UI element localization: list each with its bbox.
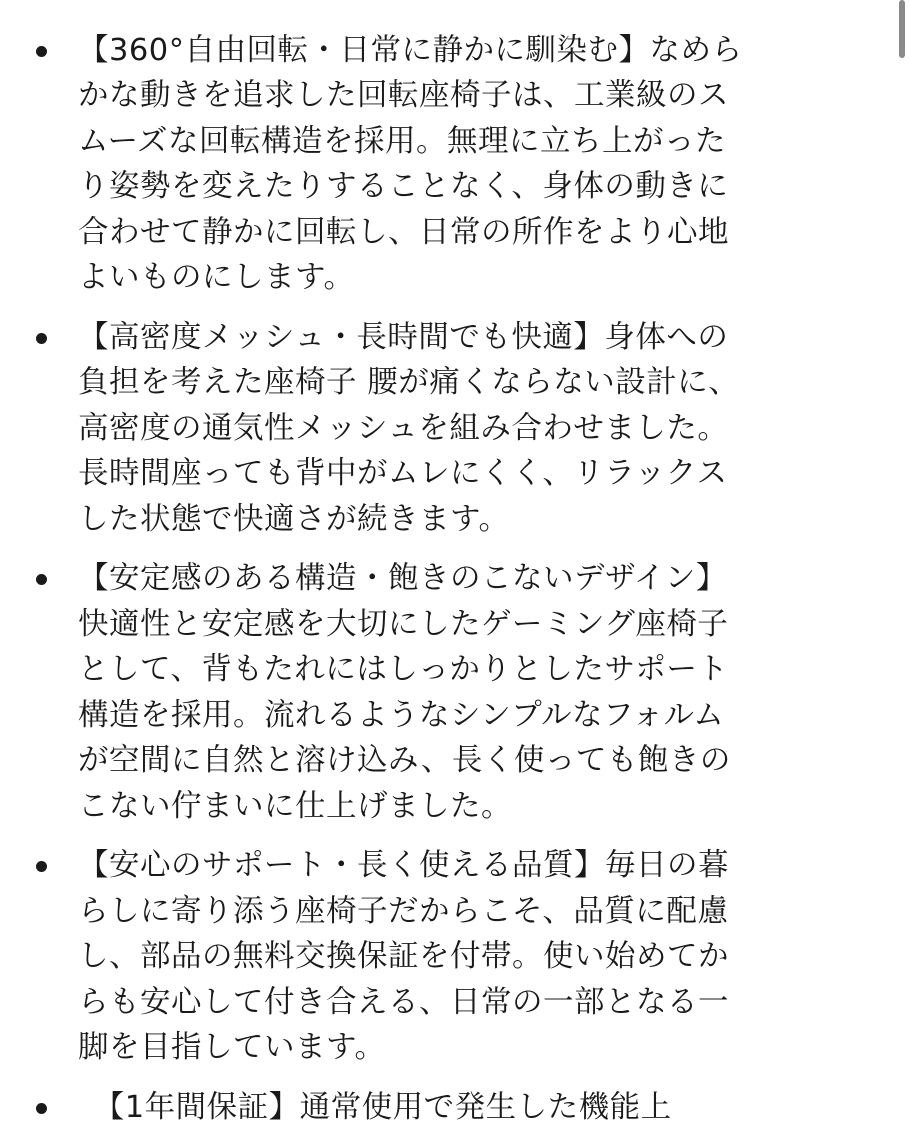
bullet-text-line: 高密度の通気性メッシュを組み合わせました。 <box>78 410 729 446</box>
feature-bullet-item <box>0 556 909 829</box>
bullet-text-line: した状態で快適さが続きます。 <box>78 501 510 537</box>
feature-bullet-item <box>0 843 909 1071</box>
scrollbar-thumb[interactable] <box>899 0 905 58</box>
bullet-text-line: 【360°自由回転・日常に静かに馴染む】なめら <box>78 32 743 68</box>
bullet-text-line: 合わせて静かに回転し、日常の所作をより心地 <box>78 214 729 250</box>
bullet-dot-icon <box>36 574 47 585</box>
bullet-text-line: 【高密度メッシュ・長時間でも快適】身体への <box>78 319 729 355</box>
bullet-text-line: し、部品の無料交換保証を付帯。使い始めてか <box>78 939 729 974</box>
bullet-dot-icon <box>36 333 47 344</box>
bullet-text-line: 快適性と安定感を大切にしたゲーミング座椅子 <box>78 606 729 642</box>
bullet-text-line: が空間に自然と溶け込み、長く使っても飽きの <box>78 743 731 778</box>
bullet-text-line: こない佇まいに仕上げました。 <box>78 788 512 824</box>
feature-bullet-item <box>0 28 909 301</box>
bullet-text-line: り姿勢を変えたりすることなく、身体の動きに <box>78 169 729 204</box>
bullet-text-line: 【1年間保証】通常使用で発生した機能上 <box>78 1089 672 1125</box>
bullet-text-line: 脚を目指しています。 <box>78 1030 386 1065</box>
scrollbar[interactable] <box>895 0 909 1080</box>
bullet-text-line: 【安心のサポート・長く使える品質】毎日の暮 <box>78 848 729 883</box>
feature-bullet-item <box>0 315 909 543</box>
bullet-dot-icon <box>36 1103 47 1114</box>
bullet-text-line: 構造を採用。流れるようなシンプルなフォルム <box>78 697 725 733</box>
bullet-text-line: 長時間座っても背中がムレにくく、リラックス <box>78 456 728 491</box>
bullet-text-line: よいものにします。 <box>78 260 355 295</box>
feature-bullet-item <box>0 1085 909 1131</box>
bullet-text-line: らも安心して付き合える、日常の一部となる一 <box>78 984 729 1020</box>
bullet-text-line: らしに寄り添う座椅子だからこそ、品質に配慮 <box>78 893 729 929</box>
bullet-text-line: として、背もたれにはしっかりとしたサポート <box>78 652 729 687</box>
bullet-dot-icon <box>36 46 47 57</box>
bullet-text-line: 負担を考えた座椅子 腰が痛くならない設計に、 <box>78 365 740 400</box>
bullet-text-line: 【安定感のある構造・飽きのこないデザイン】 <box>78 561 727 596</box>
bullet-dot-icon <box>36 861 47 872</box>
bullet-text-line: ムーズな回転構造を採用。無理に立ち上がった <box>78 123 726 159</box>
bullet-text-line: かな動きを追求した回転座椅子は、工業級のス <box>78 78 729 113</box>
